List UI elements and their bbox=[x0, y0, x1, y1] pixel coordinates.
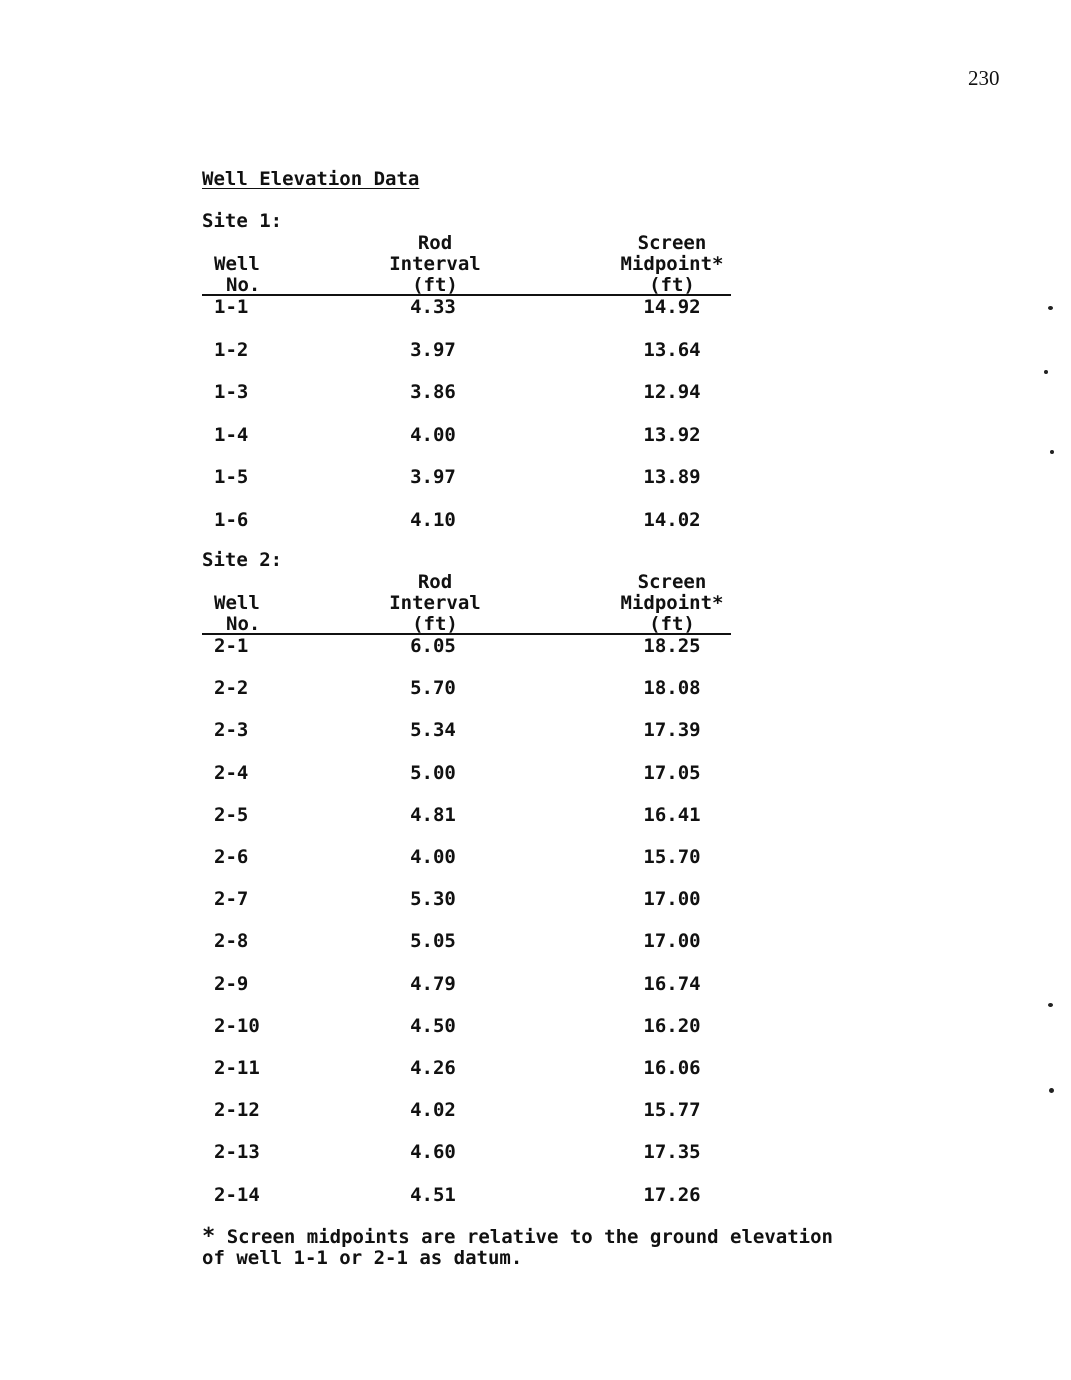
header-midpoint-line: Screen bbox=[637, 571, 707, 593]
header-midpoint-line: Midpoint* bbox=[620, 592, 724, 614]
well-number-cell: 1-5 bbox=[214, 466, 249, 488]
table-row bbox=[0, 509, 1071, 533]
screen-midpoint-cell: 16.74 bbox=[643, 972, 701, 995]
footnote-line-2: of well 1-1 or 2-1 as datum. bbox=[202, 1247, 523, 1269]
rod-interval-cell: 5.70 bbox=[410, 677, 456, 700]
scan-speck bbox=[1048, 306, 1053, 310]
table-row bbox=[0, 296, 1071, 320]
screen-midpoint-cell: 13.64 bbox=[643, 338, 701, 361]
well-number-cell: 1-4 bbox=[214, 423, 249, 446]
screen-midpoint-cell: 15.70 bbox=[643, 846, 701, 868]
footnote-marker: * bbox=[202, 1224, 216, 1249]
header-well-line: No. bbox=[226, 274, 261, 296]
well-number-cell: 2-7 bbox=[214, 888, 249, 911]
screen-midpoint-cell: 16.20 bbox=[643, 1014, 701, 1037]
well-number-cell: 2-1 bbox=[214, 635, 249, 657]
rod-interval-cell: 4.02 bbox=[410, 1099, 456, 1122]
well-number-cell: 1-1 bbox=[214, 296, 249, 318]
table-row bbox=[0, 804, 1071, 828]
footnote bbox=[202, 1226, 942, 1269]
screen-midpoint-cell: 16.06 bbox=[643, 1057, 701, 1079]
table-row bbox=[0, 466, 1071, 490]
screen-midpoint-cell: 16.41 bbox=[643, 803, 701, 826]
rod-interval-cell: 5.00 bbox=[410, 761, 456, 784]
header-rod-line: Interval bbox=[389, 592, 481, 614]
well-number-cell: 2-8 bbox=[214, 930, 249, 953]
rod-interval-cell: 4.33 bbox=[410, 296, 456, 318]
well-number-cell: 2-14 bbox=[214, 1183, 260, 1206]
header-well-line: Well bbox=[214, 253, 260, 275]
header-well-line: No. bbox=[226, 613, 261, 635]
header-midpoint-line: Screen bbox=[637, 232, 707, 254]
header-rod-line: Rod bbox=[417, 232, 453, 254]
rod-interval-cell: 5.05 bbox=[410, 930, 456, 953]
well-number-cell: 1-6 bbox=[214, 508, 249, 531]
table-row bbox=[0, 1141, 1071, 1165]
table-row bbox=[0, 888, 1071, 912]
screen-midpoint-cell: 17.05 bbox=[643, 761, 701, 784]
screen-midpoint-cell: 13.89 bbox=[643, 466, 701, 488]
header-midpoint-line: (ft) bbox=[649, 613, 695, 635]
rod-interval-cell: 4.10 bbox=[410, 508, 456, 531]
well-number-cell: 2-12 bbox=[214, 1099, 260, 1122]
rod-interval-cell: 4.60 bbox=[410, 1141, 456, 1164]
rod-interval-cell: 4.81 bbox=[410, 803, 456, 826]
table-row bbox=[0, 1057, 1071, 1081]
site-1-header-rod bbox=[383, 233, 487, 296]
header-rod-line: (ft) bbox=[412, 613, 458, 635]
scan-speck bbox=[1049, 1088, 1054, 1093]
site-2-header-well bbox=[214, 593, 260, 635]
screen-midpoint-cell: 17.39 bbox=[643, 719, 701, 742]
table-row bbox=[0, 381, 1071, 405]
well-number-cell: 2-6 bbox=[214, 846, 249, 868]
rod-interval-cell: 4.26 bbox=[410, 1057, 456, 1079]
table-row bbox=[0, 1015, 1071, 1039]
site-1-header-midpoint bbox=[612, 233, 732, 296]
screen-midpoint-cell: 12.94 bbox=[643, 381, 701, 403]
site-1-header-well bbox=[214, 254, 260, 296]
header-rod-line: (ft) bbox=[412, 274, 458, 296]
table-row bbox=[0, 846, 1071, 870]
well-number-cell: 1-3 bbox=[214, 381, 249, 403]
site-1-heading: Site 1: bbox=[202, 210, 283, 232]
screen-midpoint-cell: 18.25 bbox=[643, 635, 701, 657]
screen-midpoint-cell: 14.02 bbox=[643, 508, 701, 531]
header-midpoint-line: Midpoint* bbox=[620, 253, 724, 275]
well-number-cell: 2-3 bbox=[214, 719, 249, 742]
header-rod-line: Rod bbox=[417, 571, 453, 593]
table-row bbox=[0, 635, 1071, 659]
rod-interval-cell: 3.97 bbox=[410, 338, 456, 361]
screen-midpoint-cell: 17.35 bbox=[643, 1141, 701, 1164]
table-row bbox=[0, 973, 1071, 997]
rod-interval-cell: 3.86 bbox=[410, 381, 456, 403]
rod-interval-cell: 4.00 bbox=[410, 423, 456, 446]
well-number-cell: 2-5 bbox=[214, 803, 249, 826]
scan-speck bbox=[1050, 450, 1054, 454]
header-rod-line: Interval bbox=[389, 253, 481, 275]
screen-midpoint-cell: 13.92 bbox=[643, 423, 701, 446]
page-number: 230 bbox=[968, 66, 1000, 90]
rod-interval-cell: 4.00 bbox=[410, 846, 456, 868]
table-row bbox=[0, 339, 1071, 363]
screen-midpoint-cell: 17.00 bbox=[643, 888, 701, 911]
rod-interval-cell: 4.50 bbox=[410, 1014, 456, 1037]
table-row bbox=[0, 1184, 1071, 1208]
well-number-cell: 2-4 bbox=[214, 761, 249, 784]
header-well-line: Well bbox=[214, 592, 260, 614]
table-row bbox=[0, 719, 1071, 743]
rod-interval-cell: 5.34 bbox=[410, 719, 456, 742]
well-number-cell: 1-2 bbox=[214, 338, 249, 361]
table-row bbox=[0, 1099, 1071, 1123]
screen-midpoint-cell: 15.77 bbox=[643, 1099, 701, 1122]
rod-interval-cell: 3.97 bbox=[410, 466, 456, 488]
scan-speck bbox=[1048, 1003, 1053, 1007]
screen-midpoint-cell: 17.26 bbox=[643, 1183, 701, 1206]
well-number-cell: 2-10 bbox=[214, 1014, 260, 1037]
screen-midpoint-cell: 17.00 bbox=[643, 930, 701, 953]
table-row bbox=[0, 677, 1071, 701]
well-number-cell: 2-11 bbox=[214, 1057, 260, 1079]
site-2-header-midpoint bbox=[612, 572, 732, 635]
well-number-cell: 2-13 bbox=[214, 1141, 260, 1164]
site-2-heading: Site 2: bbox=[202, 549, 283, 571]
table-row bbox=[0, 762, 1071, 786]
rod-interval-cell: 4.51 bbox=[410, 1183, 456, 1206]
screen-midpoint-cell: 14.92 bbox=[643, 296, 701, 318]
footnote-line-1 bbox=[202, 1226, 942, 1248]
screen-midpoint-cell: 18.08 bbox=[643, 677, 701, 700]
site-2-header-rod bbox=[383, 572, 487, 635]
rod-interval-cell: 6.05 bbox=[410, 635, 456, 657]
well-number-cell: 2-9 bbox=[214, 972, 249, 995]
scan-speck bbox=[1044, 370, 1048, 374]
rod-interval-cell: 5.30 bbox=[410, 888, 456, 911]
document-title: Well Elevation Data bbox=[202, 168, 420, 190]
header-midpoint-line: (ft) bbox=[649, 274, 695, 296]
rod-interval-cell: 4.79 bbox=[410, 972, 456, 995]
table-row bbox=[0, 424, 1071, 448]
table-row bbox=[0, 930, 1071, 954]
well-number-cell: 2-2 bbox=[214, 677, 249, 700]
footnote-text-1: Screen midpoints are relative to the ground elevation bbox=[215, 1226, 833, 1248]
